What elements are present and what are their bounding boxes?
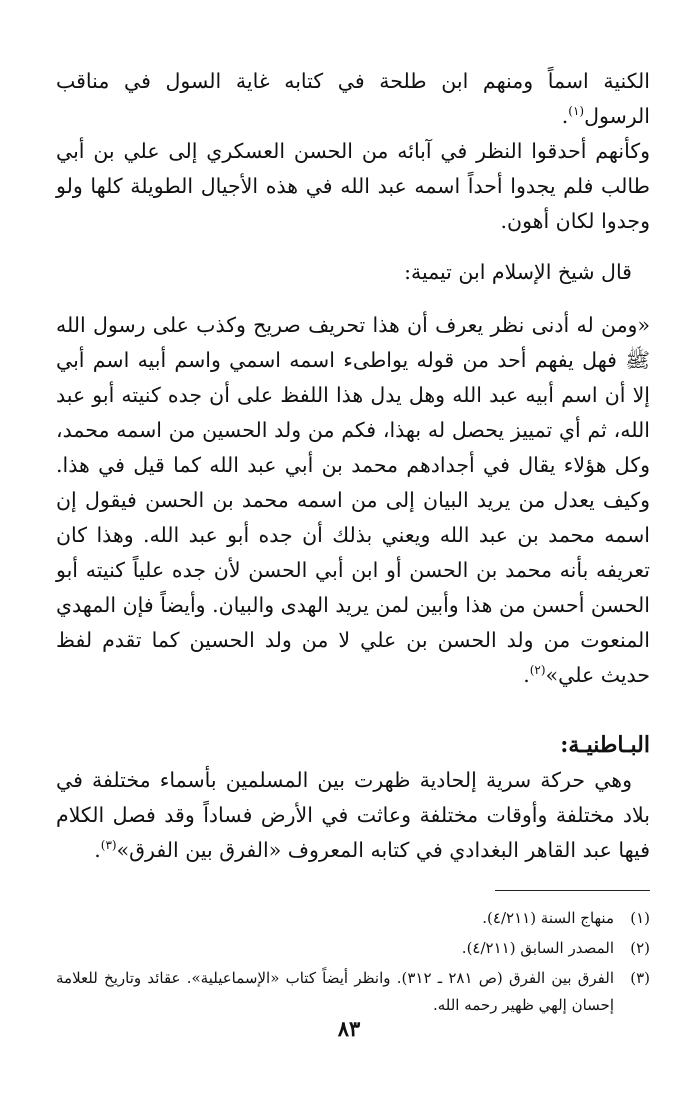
footnote-number: (٢): [630, 939, 650, 957]
footnote-ref-2[interactable]: (٢): [529, 663, 546, 678]
footnote-3: [56, 965, 650, 1019]
footnote-ref-3[interactable]: (٣): [100, 838, 117, 853]
footnote-text: الفرق بين الفرق (ص ٢٨١ ـ ٣١٢). وانظر أيضاً كتاب «الإسماعيلية». عقائد وتاريخ للعلامة إحسان إلهي ظهير رحمه الله.: [56, 969, 614, 1014]
page-body: [56, 64, 650, 1022]
punctuation: .: [561, 104, 569, 128]
footnote-text: المصدر السابق (٤/٢١١).: [461, 939, 614, 957]
paragraph-continuation: [56, 64, 650, 134]
quote-intro: قال شيخ الإسلام ابن تيمية:: [404, 260, 632, 284]
footnote-number: (٣): [630, 969, 650, 987]
footnote-number: (١): [630, 909, 650, 927]
paragraph-ancestors: وكأنهم أحدقوا النظر في آبائه من الحسن العسكري إلى علي بن أبي طالب فلم يجدوا أحداً اسمه عبد الله في هذه الأجيال الطويلة كلها ولو وجدوا لكان أهون.: [56, 139, 650, 233]
footnote-1: [56, 905, 650, 932]
footnote-text: منهاج السنة (٤/٢١١).: [482, 909, 614, 927]
paragraph-text: الكنية اسماً ومنهم ابن طلحة في كتابه غاية السول في مناقب الرسول: [56, 69, 650, 128]
punctuation: .: [523, 663, 530, 687]
section-body: [56, 763, 650, 868]
section-heading: البـاطنيـة:: [560, 732, 650, 758]
footnote-divider: [495, 890, 650, 891]
section-text: وهي حركة سرية إلحادية ظهرت بين المسلمين بأسماء مختلفة في بلاد مختلفة وأوقات مختلفة وعاثت في الأرض فساداً وقد فصل الكلام فيها عبد القاهر البغدادي في كتابه المعروف «الفرق بين الفرق»: [56, 768, 650, 862]
footnotes: [56, 905, 650, 1019]
quote-text: «ومن له أدنى نظر يعرف أن هذا تحريف صريح وكذب على رسول الله ﷺ فهل يفهم أحد من قوله يواطىء اسمه اسمي واسم أبيه اسم أبي إلا أن اسم أبيه عبد الله وهل يدل هذا اللفظ على أن جده كنيته أبو عبد الله، ثم أي تمييز يحصل له بهذا، فكم من ولد الحسين من اسمه محمد، وكل هؤلاء يقال في أجدادهم محمد بن أبي عبد الله كما قيل في هذا. وكيف يعدل من يريد البيان إلى من اسمه محمد بن الحسن فيقول إن اسمه محمد بن عبد الله ويعني بذلك أن جده أبو عبد الله. وهذا كان تعريفه بأنه محمد بن الحسن أو ابن أبي الحسن لأن جده علياً كنيته أبو الحسن أحسن من هذا وأبين لمن يريد الهدى والبيان. وأيضاً فإن المهدي المنعوت من ولد الحسن بن علي لا من ولد الحسين كما تقدم لفظ حديث علي»: [56, 313, 650, 687]
page-number: ٨٣: [337, 1016, 361, 1041]
punctuation: .: [94, 838, 101, 862]
footnote-ref-1[interactable]: (١): [568, 104, 585, 119]
footnote-2: [56, 935, 650, 962]
quote-block: [56, 308, 650, 693]
